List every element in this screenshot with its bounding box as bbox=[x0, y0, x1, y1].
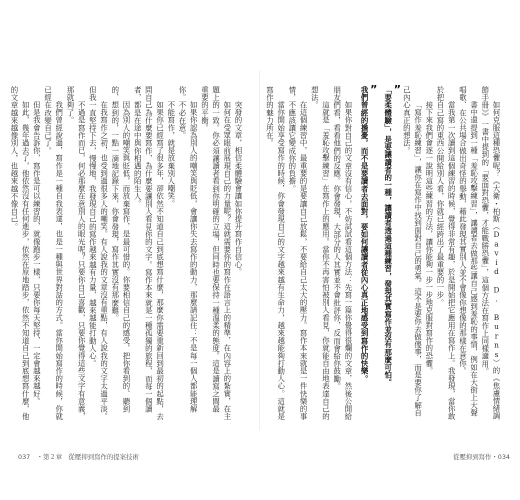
left-page-paragraph bbox=[31, 86, 42, 420]
right-page-paragraph bbox=[331, 86, 353, 420]
quote-mark-icon: ” bbox=[370, 83, 378, 96]
left-page-paragraph bbox=[9, 86, 31, 420]
right-page-paragraph-text: 我們曾經的擔憂，而不是要讀者去面對，要如何讓讀者從內心真正地感受到寫作的快樂。 bbox=[360, 86, 370, 383]
quote-mark-icon: ” bbox=[393, 83, 402, 96]
left-page-paragraph-text: 因為別人的嘲笑與貶低，而放棄寫作，是最可惜的。你要相信自己的感受，把你看到的、聽到的、想到的，一點一滴地記錄下來，你會發現，寫作其實沒有那麼難。 bbox=[110, 86, 131, 413]
left-page-paragraph bbox=[199, 86, 233, 420]
right-page-paragraph-text: 當我第一次讀到這個練習的時候，覺得非常有趣，於是開始把它應用在寫作上。我發現，當你敢於把自己寫的東西公開給別人看，你就已經跨出了最重要的一步。 bbox=[435, 86, 457, 420]
left-page-paragraph-text: 如果你已經寫了很多年，卻依然不知道自己到底想寫什麼，那麼你需要重新回到最初的起點，去問自己為什麼要寫作，為什麼要讓別人看見你的文字。寫作本來就是一種孤獨的旅程，而每一個讀者，都是在途中與你相遇的陌生人。 bbox=[133, 86, 165, 420]
left-page bbox=[0, 0, 258, 500]
right-page-paragraph-text: 「寫作羞恥練習」，讓你在寫作中找到面對自己的勇氣。這不是要你去做傻事，而是要你了解自己內心真正的想法。 bbox=[402, 86, 423, 417]
right-page bbox=[262, 0, 520, 500]
right-page-paragraph-text: 當你開始享受寫作的時候，你會發現自己的文字越來越有生命力，越來越能夠打動人心。這就是寫作的魅力所在。 bbox=[265, 86, 286, 420]
left-page-paragraph bbox=[233, 86, 244, 420]
right-page-paragraph bbox=[401, 86, 423, 420]
left-page-paragraph bbox=[110, 86, 132, 420]
right-page-paragraph-text: 接下來我們會逐一說明這些練習的方法，讓你能夠一步一步地克服對寫作的恐懼。 bbox=[424, 100, 434, 375]
left-page-paragraph-text: 我們曾經說過，寫作是一種自我表達，也是一種與世界對話的方式。當你開始寫作的時候，你就已經在改變自己了。 bbox=[43, 86, 64, 420]
left-page-paragraph-text: 在我寫作之初，也受到過很多人的嘲笑。有人說我的文章沒有重點，有人說我的文字太過平淡。但我一直堅持下去，慢慢地，我發現自己的寫作越來越有力量，越來越能打動人心。 bbox=[88, 86, 109, 420]
left-page-paragraph bbox=[42, 86, 64, 420]
right-page-paragraph-text: 如果你對自己的文章沒有信心，不妨試試看這個方法：先寫一篇你覺得很爛的文章，然後公開給朋友們看，看看他們的反應。你會發現，大部分的人其實並不會批評你，反而會給你鼓勵。 bbox=[332, 86, 353, 420]
left-page-paragraph-text: 但是我會告訴你，寫作是可以練習的，就像跑步一樣，只要你每天堅持，一定會越來越好。 bbox=[32, 100, 42, 405]
right-page-paragraph bbox=[383, 83, 402, 420]
left-page-paragraph bbox=[177, 86, 199, 420]
left-page-paragraph-text: 不過是寫作而已，何必那麼在意別人的眼光呢？只要你自己喜歡，只要你覺得這些文字有意義，那就夠了。 bbox=[65, 86, 87, 420]
right-page-paragraph bbox=[309, 86, 331, 420]
left-page-body bbox=[9, 86, 244, 420]
left-page-paragraph-text: 不能寫作，就是放棄別人嘲笑。 bbox=[166, 100, 176, 208]
left-page-paragraph-text: 如果你認為別人的嘲笑與貶低，會讓你失去寫作的動力，那麼請記住：不是每一個人都能理解你。不必在意。 bbox=[177, 86, 199, 413]
right-page-paragraph bbox=[359, 83, 378, 420]
page-gutter bbox=[259, 70, 260, 430]
left-page-paragraph-text: 突發的文章，相信柔體驗會讓如你提升寫作自信心。 bbox=[234, 100, 243, 276]
right-page-paragraph bbox=[264, 86, 286, 420]
right-page-paragraph-text: 在這個練習中，最重要的是要讓自己放鬆，不要給自己太大的壓力。寫作本來就是一件快樂的事情，不應該讓它變成你的負擔。 bbox=[287, 86, 309, 420]
right-page-paragraph-text: 這就是「羞恥攻擊練習」在寫作上的應用。當你不再害怕被別人看見，你就能自由地表達自己的想法。 bbox=[310, 86, 331, 420]
left-page-paragraph-text: 如何在受眾眼前展現自己的力量呢？這就需要你的寫作在語言上的精準，在內容上的紮實，在主題上的一致。你必須讓讀者看到你明確的立場，但同時也要保持一種溫柔的態度。這是讀寫之間最重要的平衡。 bbox=[200, 86, 232, 420]
left-page-paragraph bbox=[166, 86, 177, 420]
left-page-footer: 037 ・第２章 從壓抑到寫作的提案技術 bbox=[18, 453, 139, 461]
left-page-paragraph bbox=[65, 86, 87, 420]
right-page-paragraph bbox=[480, 86, 502, 420]
right-page-body bbox=[265, 83, 502, 420]
left-page-paragraph-text: 如此，幾年過去了，他依然沒有任何進步，依然在原地踏步，依然不知道自己到底想寫什麼，他的文章越來越像別人，也越來越不像自己。 bbox=[9, 86, 31, 420]
right-page-paragraph bbox=[435, 86, 457, 420]
right-page-paragraph-text: 「要柔體驗」，是要讓讀者的一種，讓讀者透過這種練習，發現其實寫作並沒有那麼可怕。 bbox=[383, 86, 393, 387]
right-page-paragraph bbox=[424, 86, 435, 420]
right-page-footer: 從壓抑到寫作・034 bbox=[453, 453, 510, 461]
left-page-paragraph bbox=[132, 86, 166, 420]
left-page-paragraph bbox=[87, 86, 109, 420]
right-page-paragraph bbox=[287, 86, 309, 420]
right-page-paragraph-text: 如何克服這種恐懼呢？《大衛・柏斯（David D. Burns）的《焦慮情緒調節手冊》》一書中提到的「要面對恐懼，才能戰勝恐懼」，這個方法在寫作上同樣適用。 bbox=[480, 86, 501, 420]
right-page-paragraph-text: 書中還提到一種「羞恥攻擊練習」，讓讀者去做那些讓自己感到羞恥的事情，例如在大街上大聲唱歌、在公共場合做出奇怪的舉動，藉此發現其實別人並不會像你想像的那樣在意你。 bbox=[458, 86, 479, 417]
right-page-paragraph bbox=[457, 86, 479, 420]
